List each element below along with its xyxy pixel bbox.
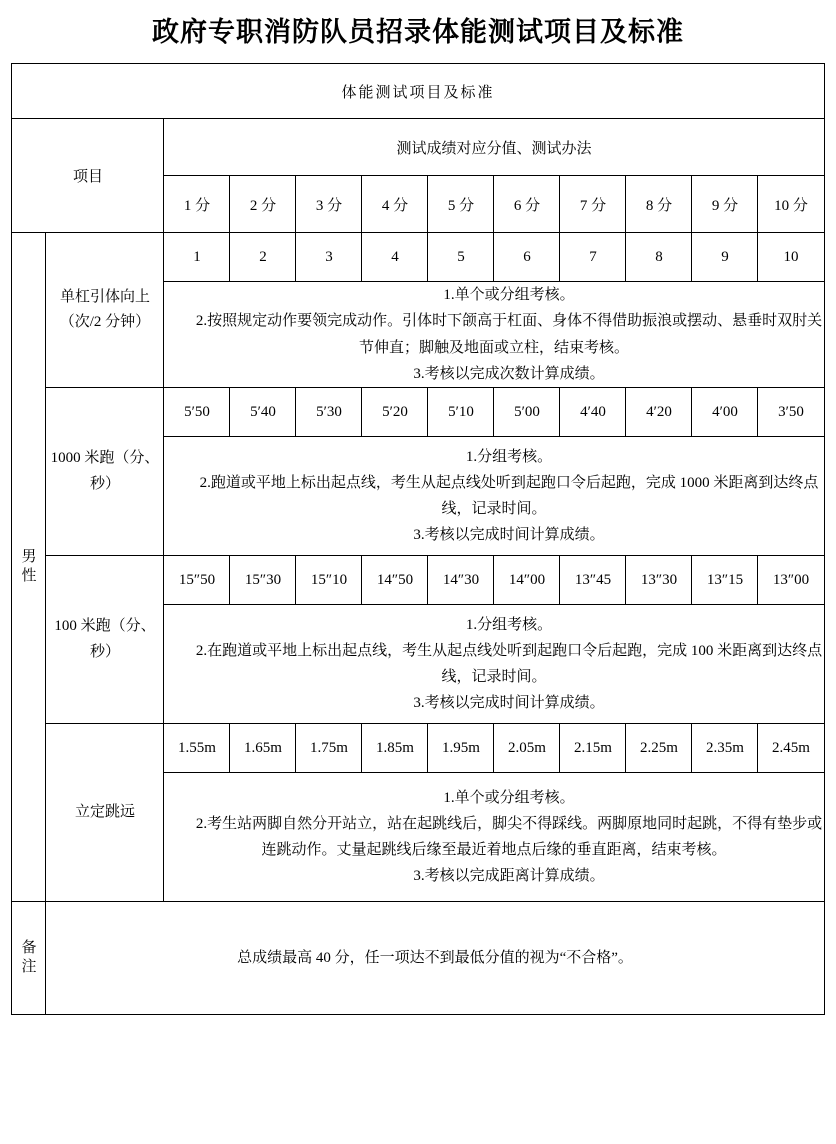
event-row-values-4 — [12, 724, 824, 773]
event-row-values-2 — [12, 388, 824, 437]
event-4-note-1: 1.单个或分组考核。 — [443, 789, 575, 806]
fitness-standards-table — [11, 63, 824, 1015]
event-3-value-4: 14″50 — [362, 556, 428, 605]
event-3-notes — [164, 605, 824, 724]
event-1-value-4: 4 — [362, 233, 428, 282]
event-2-value-4: 5′20 — [362, 388, 428, 437]
event-4-value-9: 2.35m — [692, 724, 758, 773]
event-3-value-1: 15″50 — [164, 556, 230, 605]
event-4-note-2: 2.考生站两脚自然分开站立，站在起跳线后，脚尖不得踩线。两脚原地同时起跳，不得有垫步或连跳动作。丈量起跳线后缘至最近着地点后缘的垂直距离，结束考核。 — [195, 815, 823, 858]
event-4-notes — [164, 773, 824, 902]
header-score-group-label: 测试成绩对应分值、测试办法 — [164, 119, 824, 176]
event-1-value-3: 3 — [296, 233, 362, 282]
event-1-notes — [164, 282, 824, 388]
table-banner-row — [12, 64, 824, 119]
header-score-10: 10 分 — [758, 176, 824, 233]
header-score-5: 5 分 — [428, 176, 494, 233]
header-score-9: 9 分 — [692, 176, 758, 233]
event-1-value-8: 8 — [626, 233, 692, 282]
event-1-value-9: 9 — [692, 233, 758, 282]
event-3-value-8: 13″30 — [626, 556, 692, 605]
page-title: 政府专职消防队员招录体能测试项目及标准 — [152, 17, 684, 47]
event-3-note-2: 2.在跑道或平地上标出起点线，考生从起点线处听到起跑口令后起跑，完成 100 米距离到达终点线，记录时间。 — [195, 642, 823, 685]
event-name-1: 单杠引体向上（次/2 分钟） — [46, 233, 164, 388]
gender-char-2: 性 — [21, 568, 37, 584]
event-2-note-3: 3.考核以完成时间计算成绩。 — [413, 527, 605, 544]
header-score-3: 3 分 — [296, 176, 362, 233]
event-4-value-6: 2.05m — [494, 724, 560, 773]
event-1-value-7: 7 — [560, 233, 626, 282]
event-1-value-5: 5 — [428, 233, 494, 282]
event-2-value-3: 5′30 — [296, 388, 362, 437]
event-3-value-9: 13″15 — [692, 556, 758, 605]
event-3-value-3: 15″10 — [296, 556, 362, 605]
table-banner — [12, 64, 824, 119]
event-2-value-8: 4′20 — [626, 388, 692, 437]
event-3-value-10: 13″00 — [758, 556, 824, 605]
header-score-6: 6 分 — [494, 176, 560, 233]
header-score-7: 7 分 — [560, 176, 626, 233]
event-2-value-5: 5′10 — [428, 388, 494, 437]
event-1-note-3: 3.考核以完成次数计算成绩。 — [413, 365, 605, 382]
header-score-2: 2 分 — [230, 176, 296, 233]
event-3-value-5: 14″30 — [428, 556, 494, 605]
event-1-value-1: 1 — [164, 233, 230, 282]
event-3-value-6: 14″00 — [494, 556, 560, 605]
event-3-value-7: 13″45 — [560, 556, 626, 605]
event-2-note-2: 2.跑道或平地上标出起点线，考生从起点线处听到起跑口令后起跑，完成 1000 米距离到达终点线，记录时间。 — [199, 474, 819, 517]
event-2-value-2: 5′40 — [230, 388, 296, 437]
header-score-1: 1 分 — [164, 176, 230, 233]
event-name-2: 1000 米跑（分、秒） — [46, 388, 164, 556]
remark-text: 总成绩最高 40 分，任一项达不到最低分值的视为“不合格”。 — [46, 902, 824, 1015]
gender-char-1: 男 — [21, 549, 37, 566]
event-1-value-10: 10 — [758, 233, 824, 282]
gender-label-male — [12, 233, 46, 902]
remark-row — [12, 902, 824, 1015]
event-2-value-9: 4′00 — [692, 388, 758, 437]
event-4-value-7: 2.15m — [560, 724, 626, 773]
header-item-label: 项目 — [12, 119, 164, 233]
event-2-value-7: 4′40 — [560, 388, 626, 437]
event-4-value-5: 1.95m — [428, 724, 494, 773]
event-3-note-1: 1.分组考核。 — [465, 616, 553, 633]
event-1-note-1: 1.单个或分组考核。 — [443, 287, 575, 303]
event-4-value-2: 1.65m — [230, 724, 296, 773]
remark-char-1: 备 — [21, 940, 37, 957]
event-2-value-10: 3′50 — [758, 388, 824, 437]
event-4-value-1: 1.55m — [164, 724, 230, 773]
event-4-value-10: 2.45m — [758, 724, 824, 773]
event-4-value-3: 1.75m — [296, 724, 362, 773]
header-score-8: 8 分 — [626, 176, 692, 233]
event-4-value-4: 1.85m — [362, 724, 428, 773]
event-1-note-2: 2.按照规定动作要领完成动作。引体时下颌高于杠面、身体不得借助振浪或摆动、悬垂时双肘关节伸直；脚触及地面或立柱，结束考核。 — [195, 313, 823, 356]
event-3-note-3: 3.考核以完成时间计算成绩。 — [413, 695, 605, 712]
event-2-notes — [164, 437, 824, 556]
event-4-note-3: 3.考核以完成距离计算成绩。 — [413, 868, 605, 885]
remark-label — [12, 902, 46, 1015]
table-header-row-1 — [12, 119, 824, 176]
event-2-note-1: 1.分组考核。 — [465, 448, 553, 465]
event-2-value-6: 5′00 — [494, 388, 560, 437]
header-score-4: 4 分 — [362, 176, 428, 233]
event-1-value-2: 2 — [230, 233, 296, 282]
event-row-values-1 — [12, 233, 824, 282]
event-3-value-2: 15″30 — [230, 556, 296, 605]
event-row-values-3 — [12, 556, 824, 605]
remark-char-2: 注 — [21, 959, 37, 975]
event-4-value-8: 2.25m — [626, 724, 692, 773]
event-name-4: 立定跳远 — [46, 724, 164, 902]
event-2-value-1: 5′50 — [164, 388, 230, 437]
event-1-value-6: 6 — [494, 233, 560, 282]
event-name-3: 100 米跑（分、秒） — [46, 556, 164, 724]
banner-text: 体能测试项目及标准 — [341, 84, 495, 101]
